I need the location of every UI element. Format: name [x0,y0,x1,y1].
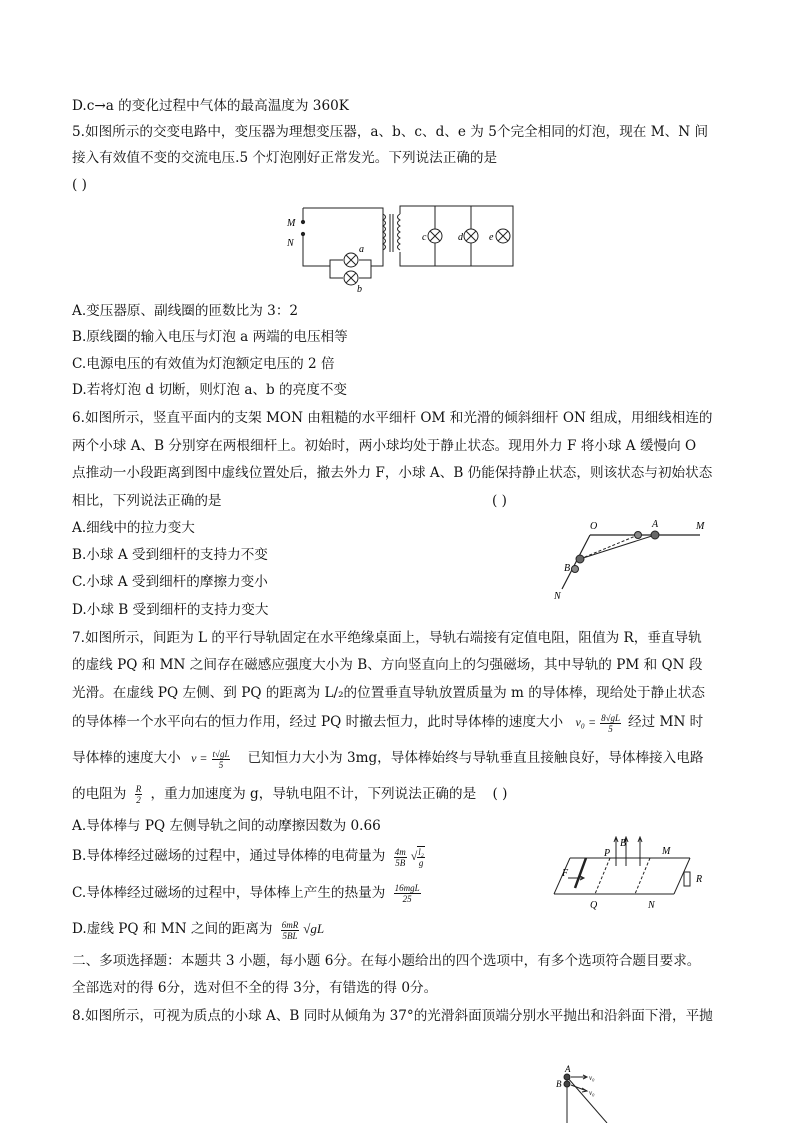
text-segment: 已知恒力大小为 3mg，导体棒始终与导轨垂直且接触良好，导体棒接入电路 [247,750,704,766]
fig8-label: v₀ [589,1074,595,1082]
text-segment: 的电阻为 [72,786,127,802]
fig5-label: b [357,284,362,292]
fig5-label: d [458,232,463,243]
text-segment: B.导体棒经过磁场的过程中，通过导体棒的电荷量为 [72,848,386,864]
fraction-denominator: 5 [218,759,224,770]
transformer-circuit-diagram [283,200,523,292]
fig8-label: A [565,1064,571,1074]
fig5-label: a [359,244,364,255]
answer-bracket: ( ) [492,786,508,802]
option-d: D.小球 B 受到细杆的支持力变大 [72,602,269,618]
fraction-numerator: t√gL [212,748,230,759]
option-b: B.小球 A 受到细杆的支持力不变 [72,547,268,563]
question-7-text: 7.如图所示，间距为 L 的平行导轨固定在水平绝缘桌面上，导轨右端接有定值电阻，阻值为 R，垂直导轨 [72,630,702,646]
fig6-label: O [590,521,598,532]
option-c: C.小球 A 受到细杆的摩擦力变小 [72,574,268,590]
question-5-text: 接入有效值不变的交流电压.5 个灯泡刚好正常发光。下列说法正确的是 [72,150,498,166]
question-6-text: 相比，下列说法正确的是 [72,493,222,509]
fraction-numerator: R [135,784,142,794]
option-a: A.变压器原、副线圈的匝数比为 3：2 [72,303,299,319]
formula-heat [394,883,421,904]
fig7-label: F [562,868,569,879]
question-7-text [72,712,703,734]
fraction-numerator: 6mR [281,919,299,930]
incline-diagram [553,1063,623,1123]
fraction-numerator: l₂ [418,847,424,858]
option-d [72,919,324,941]
fig7-label: M [662,846,671,857]
fig6-label: B [564,563,571,574]
option-a: A.导体棒与 PQ 左侧导轨之间的动摩擦因数为 0.66 [72,818,381,834]
fraction-denominator: 2 [136,795,141,805]
fraction-numerator: 16mgL [394,883,420,893]
fig5-label: e [489,232,494,243]
rail-magnetic-field-diagram [550,836,720,912]
formula-lhs: v₀ = [575,715,597,729]
question-6-text: 6.如图所示，竖直平面内的支架 MON 由粗糙的水平细杆 OM 和光滑的倾斜细杆 ON 组成，用细线相连的 [72,410,713,426]
section-heading: 全部选对的得 6分，选对但不全的得 3分，有错选的得 0分。 [72,980,438,996]
fig8-label: v₀ [589,1089,595,1097]
question-5-text: 5.如图所示的交变电路中，变压器为理想变压器，a、b、c、d、e 为 5个完全相同的灯泡，现在 M、N 间 [72,124,709,140]
question-6-text: 两个小球 A、B 分别穿在两根细杆上。初始时，两小球均处于静止状态。现用外力 F 将小球 A 缓慢向 O [72,438,697,454]
fraction-numerator: 8√gL [601,712,621,723]
option-c: C.电源电压的有效值为灯泡额定电压的 2 倍 [72,356,335,372]
text-segment: 导体棒的速度大小 [72,750,181,766]
formula-lhs: v = [191,751,208,765]
text-segment: ，重力加速度为 g，导轨电阻不计，下列说法正确的是 [150,786,477,802]
question-8-text: 8.如图所示，可视为质点的小球 A、B 同时从倾角为 37°的光滑斜面顶端分别水平抛出和沿斜面下滑，平抛 [72,1008,713,1024]
fraction-numerator: 4m [394,846,406,857]
option-b [72,846,429,868]
text-segment: D.虚线 PQ 和 MN 之间的距离为 [72,921,273,937]
fraction-denominator: 5BL [282,930,298,941]
fig7-label: R [696,874,703,885]
formula-distance [277,919,325,941]
option-text: D.c→a 的变化过程中气体的最高温度为 360K [72,98,349,114]
option-c [72,883,425,904]
fig5-label: c [422,232,427,243]
fig7-label: P [604,848,611,859]
question-7-text: 光滑。在虚线 PQ 左侧、到 PQ 的距离为 L/₂的位置垂直导轨放置质量为 m 的导体棒，现给处于静止状态 [72,685,705,701]
question-7-text: 的虚线 PQ 和 MN 之间存在磁感应强度大小为 B、方向竖直向上的匀强磁场，其中导轨的 PM 和 QN 段 [72,657,703,673]
formula-v0 [575,712,628,734]
question-7-text [72,748,703,770]
fig6-label: M [696,521,705,532]
fig7-label: N [648,900,655,911]
fig5-label: M [287,218,296,229]
section-heading: 二、多项选择题：本题共 3 小题，每小题 6分。在每小题给出的四个选项中，有多个选项符合题目要求。 [72,953,701,969]
option-d: D.若将灯泡 d 切断，则灯泡 a、b 的亮度不变 [72,382,348,398]
question-7-text [72,784,507,805]
fraction-denominator: g [418,858,424,869]
fig7-label: B [620,838,627,849]
formula-v [191,748,237,770]
fig8-label: B [556,1079,562,1089]
bracket-mon-diagram [550,515,720,605]
text-segment: C.导体棒经过磁场的过程中，导体棒上产生的热量为 [72,885,386,901]
option-a: A.细线中的拉力变大 [72,520,195,536]
answer-bracket: ( ) [492,493,507,509]
formula-r-half [135,784,143,805]
text-segment: 经过 MN 时 [628,714,704,730]
fraction-denominator: 5B [395,857,406,868]
option-b: B.原线圈的输入电压与灯泡 a 两端的电压相等 [72,329,348,345]
fig5-label: N [287,238,294,249]
fig7-label: Q [590,900,598,911]
fig6-label: A [652,519,659,530]
question-6-text: 点推动一小段距离到图中虚线位置处后，撤去外力 F，小球 A、B 仍能保持静止状态，则该状态与初始状态 [72,465,713,481]
answer-bracket: ( ) [72,177,87,193]
formula-charge: $\frac{4m}{5B}$ √ $\frac{\text{l₂}}{g}$ [394,846,424,869]
fraction-denominator: 25 [402,894,412,904]
fig6-label: N [554,591,561,602]
square-root: √gL [303,921,325,936]
fraction-denominator: 5 [608,723,613,734]
text-segment: 的导体棒一个水平向右的恒力作用，经过 PQ 时撤去恒力，此时导体棒的速度大小 [72,714,564,730]
